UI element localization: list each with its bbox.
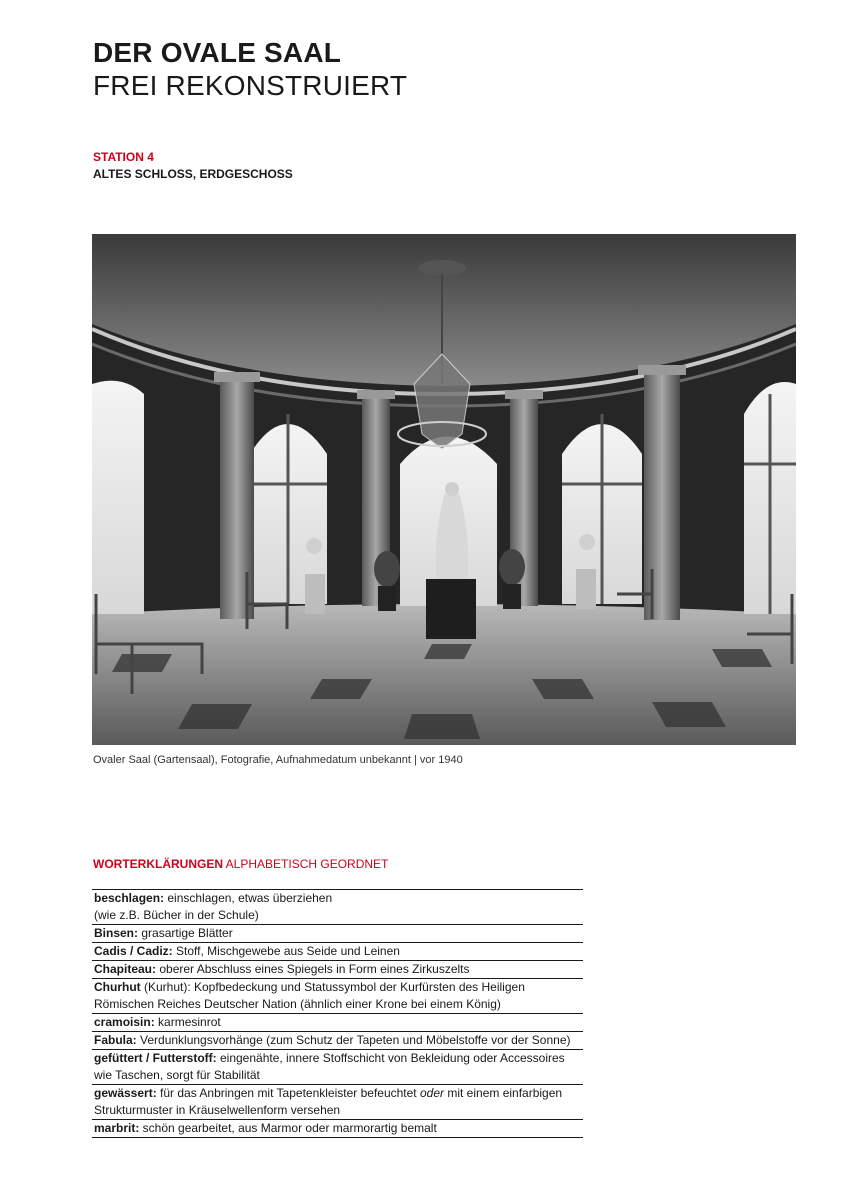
glossary-entry (92, 925, 583, 943)
glossary-term: cramoisin: (94, 1015, 155, 1029)
glossary-definition: oberer Abschluss eines Spiegels in Form eines Zirkuszelts (156, 962, 470, 976)
glossary-term: marbrit: (94, 1121, 140, 1135)
glossary-term: Cadis / Cadiz: (94, 944, 173, 958)
glossary-emphasis: oder (419, 1086, 445, 1100)
page-title: DER OVALE SAAL (93, 37, 342, 68)
glossary-definition: schön gearbeitet, aus Marmor oder marmorartig bemalt (139, 1121, 437, 1135)
glossary-term: Chapiteau: (94, 962, 157, 976)
glossary-term: gefüttert / Futterstoff: (94, 1051, 217, 1065)
glossary-entry (92, 961, 583, 979)
glossary-heading-rest: ALPHABETISCH GEORDNET (223, 857, 389, 871)
glossary-term: Binsen: (94, 926, 139, 940)
glossary-definition-cont: (wie z.B. Bücher in der Schule) (94, 908, 259, 922)
glossary-entry (92, 1032, 583, 1050)
page-subtitle: FREI REKONSTRUIERT (93, 70, 408, 101)
glossary-definition: (Kurhut): Kopfbedeckung und Statussymbol der Kurfürsten des Heiligen (140, 980, 525, 994)
glossary-entry (92, 890, 583, 925)
glossary-term: Churhut (94, 980, 141, 994)
glossary-definition: karmesinrot (154, 1015, 221, 1029)
glossary-entry (92, 1050, 583, 1085)
photo-illustration (92, 234, 796, 745)
glossary-entry (92, 1120, 583, 1138)
glossary-definition: Stoff, Mischgewebe aus Seide und Leinen (172, 944, 400, 958)
glossary-entry (92, 979, 583, 1014)
glossary-entry (92, 943, 583, 961)
glossary-entry (92, 1014, 583, 1032)
glossary-list (92, 889, 583, 1138)
glossary-definition-cont: Strukturmuster in Kräuselwellenform versehen (94, 1103, 341, 1117)
glossary-term: gewässert: (94, 1086, 157, 1100)
glossary-definition: grasartige Blätter (138, 926, 233, 940)
glossary-term: beschlagen: (94, 891, 165, 905)
glossary-definition: eingenähte, innere Stoffschicht von Bekleidung oder Accessoires (216, 1051, 565, 1065)
glossary-definition-cont: wie Taschen, sorgt für Stabilität (94, 1068, 260, 1082)
glossary-entry (92, 1085, 583, 1120)
photo-caption: Ovaler Saal (Gartensaal), Fotografie, Aufnahmedatum unbekannt | vor 1940 (93, 754, 463, 766)
glossary-heading-bold: WORTERKLÄRUNGEN (93, 857, 223, 871)
glossary-definition: einschlagen, etwas überziehen (164, 891, 333, 905)
historic-photo-oval-hall (92, 234, 796, 745)
glossary-term: Fabula: (94, 1033, 137, 1047)
location-label: ALTES SCHLOSS, ERDGESCHOSS (93, 167, 293, 181)
glossary-heading (93, 856, 388, 872)
glossary-definition: für das Anbringen mit Tapetenkleister befeuchtet (156, 1086, 420, 1100)
glossary-definition-part2: mit einem einfarbigen (444, 1086, 563, 1100)
station-label: STATION 4 (93, 150, 154, 164)
glossary-definition-cont: Römischen Reiches Deutscher Nation (ähnlich einer Krone bei einem König) (94, 997, 501, 1011)
glossary-definition: Verdunklungsvorhänge (zum Schutz der Tapeten und Möbelstoffe vor der Sonne) (136, 1033, 571, 1047)
